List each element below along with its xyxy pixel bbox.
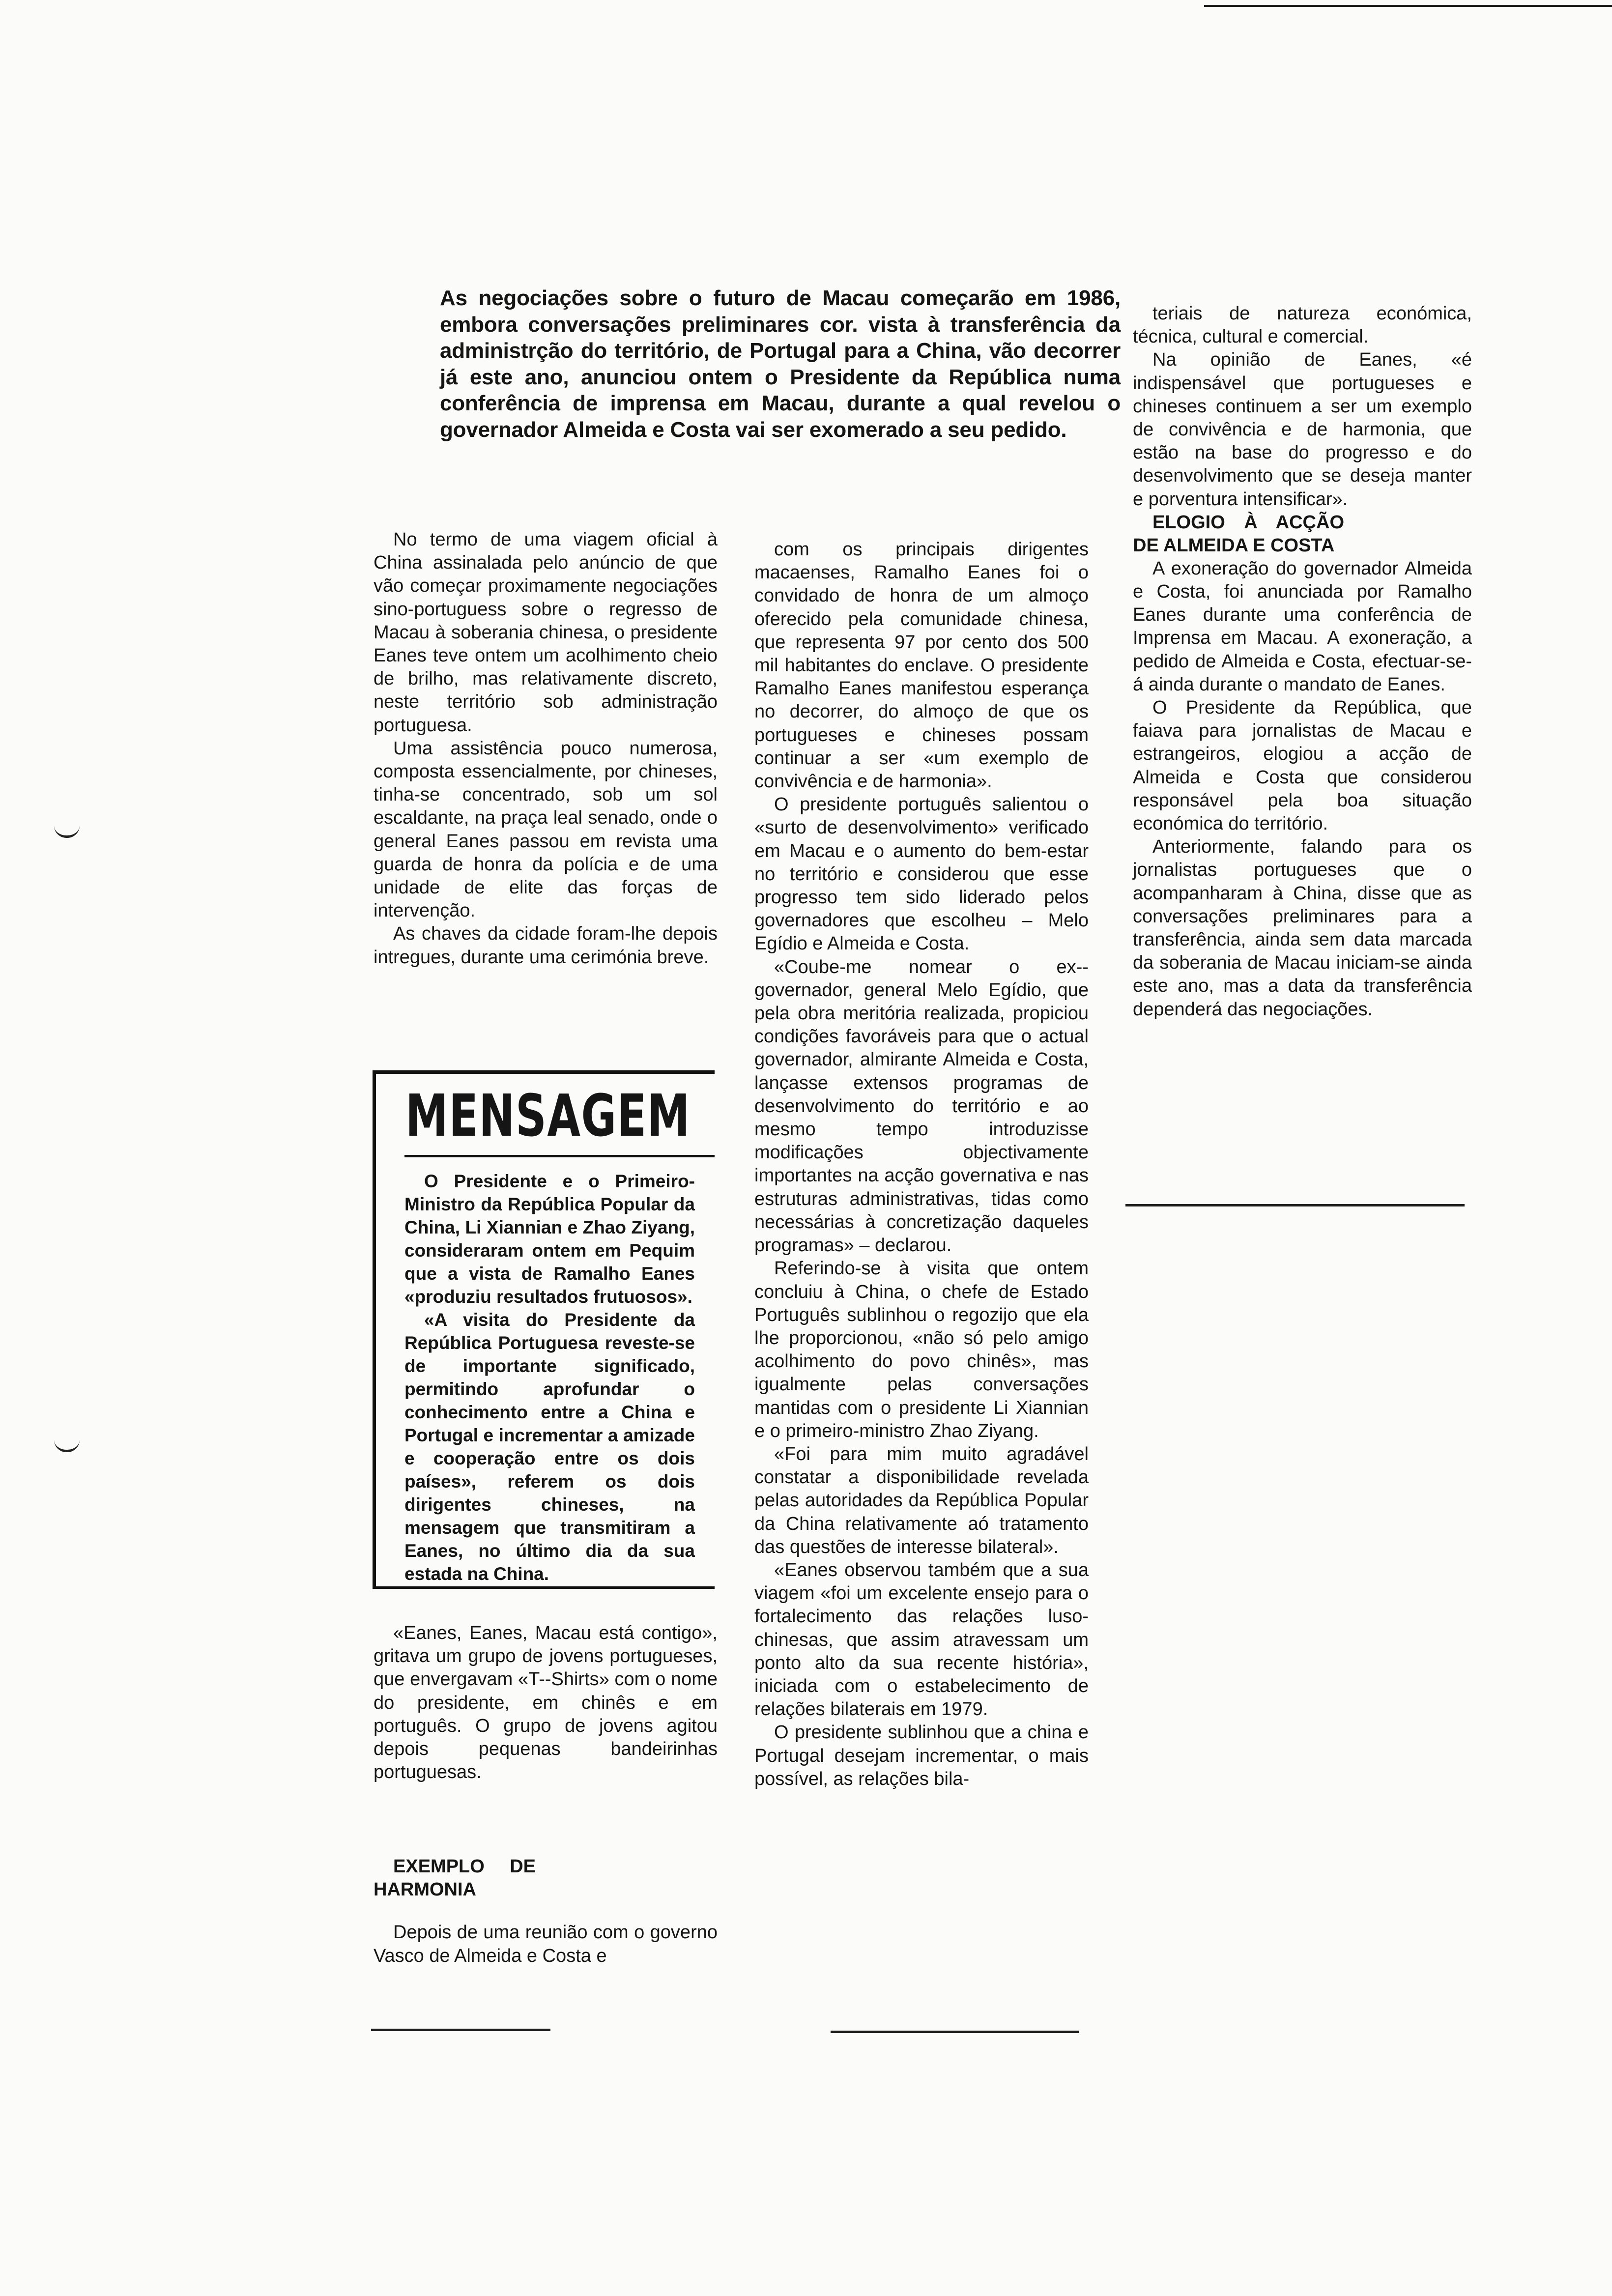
paragraph: Uma assistência pouco numerosa, composta essencialmente, por chineses, tinha-se concentrado, sob um sol escaldante, na praça leal senado, onde o general Eanes passou em revista uma guarda de honra da polícia e de uma unidade de elite das forças de intervenção. xyxy=(374,738,718,921)
binder-hole-mark xyxy=(54,826,80,838)
paragraph: Referindo-se à visita que ontem concluiu à China, o chefe de Estado Português sublinhou o regozijo que ela lhe proporcionou, «não só pelo amigo acolhimento do povo chinês», mas igualmente pelas conversações mantidas com o presidente Li Xiannian e o primeiro-ministro Zhao Ziyang. xyxy=(754,1258,1089,1441)
column-end-rule xyxy=(831,2031,1079,2033)
paragraph: O Presidente da República, que faiava para jornalistas de Macau e estrangeiros, elogiou a acção de Almeida e Costa que considerou responsável pela boa situação económica do território. xyxy=(1133,697,1472,834)
top-edge-rule xyxy=(1204,5,1612,7)
paragraph: «Eanes, Eanes, Macau está contigo», gritava um grupo de jovens portugueses, que envergavam «T--Shirts» com o nome do presidente, em chinês e em português. O grupo de jovens agitou depois pequenas bandeirinhas portuguesas. xyxy=(374,1623,718,1783)
column-1-lower xyxy=(374,1622,718,1968)
article-lead: As negociações sobre o futuro de Macau começarão em 1986, embora conversações preliminares cor. vista à transferência da administrção do território, de Portugal para a China, vão decorrer já este ano, anunciou ontem o Presidente da República numa conferência de imprensa em Macau, durante a qual revelou o governador Almeida e Costa vai ser exomerado a seu pedido. xyxy=(440,286,1121,442)
column-end-rule xyxy=(1125,1204,1465,1206)
paragraph: «Coube-me nomear o ex--governador, general Melo Egídio, que pela obra meritória realizada, propiciou condições favoráveis para que o actual governador, almirante Almeida e Costa, lançasse extensos programas de desenvolvimento do território e ao mesmo tempo introduzisse modificações objectivamente importantes na acção governativa e nas estruturas administrativas, tidas como necessárias à concretização daqueles programas» – declarou. xyxy=(754,956,1089,1256)
mensagem-box xyxy=(373,1070,715,1589)
subheading: EXEMPLO DE HARMONIA xyxy=(374,1856,536,1900)
paragraph: O presidente português salientou o «surto de desenvolvimento» verificado em Macau e o aumento do bem-estar no território e considerou que esse progresso tem sido liderado pelos governadores que escolheu – Melo Egídio e Almeida e Costa. xyxy=(754,794,1089,954)
column-end-rule xyxy=(371,2029,550,2031)
paragraph: Anteriormente, falando para os jornalistas portugueses que o acompanharam à China, disse que as conversações preliminares para a transferência, ainda sem data marcada da soberania de Macau iniciam-se ainda este ano, mas a data da transferência dependerá das negociações. xyxy=(1133,836,1472,1020)
paragraph: «Eanes observou também que a sua viagem «foi um excelente ensejo para o fortalecimento das relações luso-chinesas, que assim atravessam um ponto alto da sua recente história», iniciada com o estabelecimento de relações bilaterais em 1979. xyxy=(754,1559,1089,1720)
box-divider xyxy=(404,1155,715,1157)
paragraph: O Presidente e o Primeiro-Ministro da República Popular da China, Li Xiannian e Zhao Ziyang, consideraram ontem em Pequim que a vista de Ramalho Eanes «produziu resultados frutuosos». xyxy=(404,1171,695,1307)
box-title: MENSAGEM xyxy=(405,1082,691,1149)
paragraph: A exoneração do governador Almeida e Costa, foi anunciada por Ramalho Eanes durante uma conferência de Imprensa em Macau. A exoneração, a pedido de Almeida e Costa, efectuar-se-á ainda durante o mandato de Eanes. xyxy=(1133,558,1472,695)
binder-hole-mark xyxy=(54,1440,80,1452)
paragraph: teriais de natureza económica, técnica, cultural e comercial. xyxy=(1133,303,1472,347)
paragraph: As chaves da cidade foram-lhe depois intregues, durante uma cerimónia breve. xyxy=(374,923,718,968)
paragraph: «Foi para mim muito agradável constatar a disponibilidade revelada pelas autoridades da República Popular da China relativamente aó tratamento das questões de interesse bilateral». xyxy=(754,1443,1089,1557)
paragraph: Na opinião de Eanes, «é indispensável que portugueses e chineses continuem a ser um exemplo de convivência e de harmonia, que estão na base do progresso e do desenvolvimento que se deseja manter e porventura intensificar». xyxy=(1133,349,1472,510)
paragraph: «A visita do Presidente da República Portuguesa reveste-se de importante significado, permitindo aprofundar o conhecimento entre a China e Portugal e incrementar a amizade e cooperação entre os dois países», referem os dois dirigentes chineses, na mensagem que transmitiram a Eanes, no último dia da sua estada na China. xyxy=(404,1310,695,1584)
paragraph: com os principais dirigentes macaenses, Ramalho Eanes foi o convidado de honra de um almoço oferecido pela comunidade chinesa, que representa 97 por cento dos 500 mil habitantes do enclave. O presidente Ramalho Eanes manifestou esperança no decorrer, do almoço de que os portugueses e chineses possam continuar a ser «um exemplo de convivência e de harmonia». xyxy=(754,539,1089,792)
subheading: ELOGIO À ACÇÃO DE ALMEIDA E COSTA xyxy=(1133,512,1344,556)
box-body xyxy=(404,1170,695,1585)
paragraph: No termo de uma viagem oficial à China assinalada pelo anúncio de que vão começar proximamente negociações sino-portuguess sobre o regresso de Macau à soberania chinesa, o presidente Eanes teve ontem um acolhimento cheio de brilho, mas relativamente discreto, neste território sob administração portuguesa. xyxy=(374,529,718,736)
column-2 xyxy=(754,538,1089,1791)
column-3 xyxy=(1133,302,1472,1021)
column-1 xyxy=(374,528,718,969)
paragraph: Depois de uma reunião com o governo Vasco de Almeida e Costa e xyxy=(374,1922,718,1966)
paragraph: O presidente sublinhou que a china e Portugal desejam incrementar, o mais possível, as relações bila- xyxy=(754,1722,1089,1789)
